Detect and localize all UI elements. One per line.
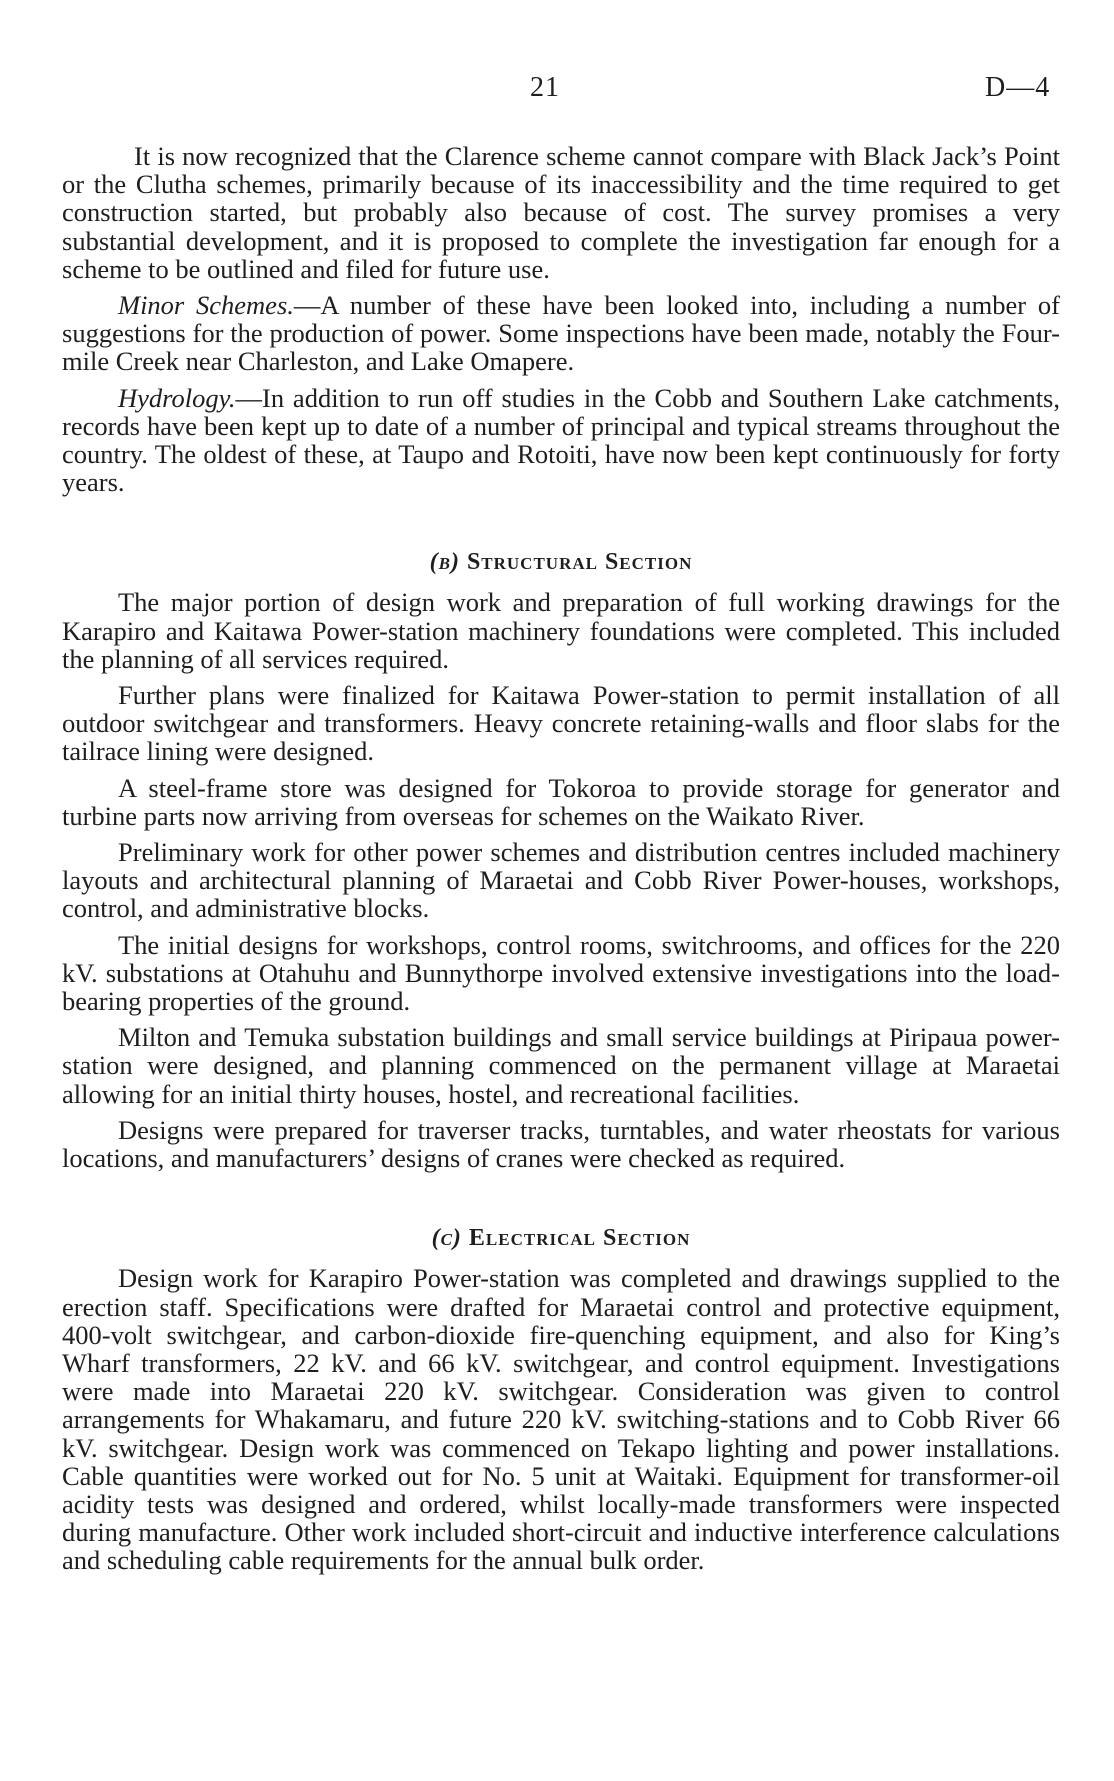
minor-schemes-text: —A number of these have been looked into, including a number of suggestions for the production of power. Some inspections have been made, notably the Four-mile Creek near Charleston, and Lake Omapere.: [62, 290, 1060, 377]
body-text: [62, 142, 1060, 1575]
hydrology-text: —In addition to run off studies in the Cobb and Southern Lake catchments, records have been kept up to date of a number of principal and typical streams throughout the country. The oldest of these, at Taupo and Rotoiti, have now been kept continuously for forty years.: [62, 382, 1060, 498]
section-letter-structural: (b): [429, 549, 460, 576]
run-in-heading-hydrology: Hydrology.: [118, 382, 236, 413]
paragraph-structural-7: Designs were prepared for traverser tracks, turntables, and water rheostats for various locations, and manufacturers’ designs of cranes were checked as required.: [62, 1114, 1060, 1174]
run-in-heading-minor-schemes: Minor Schemes.: [118, 290, 294, 321]
paragraph-structural-2: Further plans were finalized for Kaitawa Power-station to permit installation of all outdoor switchgear and transformers. Heavy concrete retaining-walls and floor slabs for the tailrace lining were designed.: [62, 680, 1060, 767]
section-title-structural: Structural Section: [466, 549, 693, 576]
paragraph-clarence-scheme: It is now recognized that the Clarence scheme cannot compare with Black Jack’s Point or the Clutha schemes, primarily because of its inaccessibility and the time required to get construction started, but probably also because of cost. The survey promises a very substantial development, and it is proposed to complete the investigation far enough for a scheme to be outlined and filed for future use.: [62, 141, 1060, 284]
section-title-electrical: Electrical Section: [468, 1225, 691, 1252]
paragraph-structural-1: The major portion of design work and preparation of full working drawings for the Karapiro and Kaitawa Power-station machinery foundations were completed. This included the planning of all services required.: [62, 587, 1060, 674]
section-heading-structural: [62, 548, 1060, 576]
paragraph-structural-4: Preliminary work for other power schemes and distribution centres included machinery layouts and architectural planning of Maraetai and Cobb River Power-houses, workshops, control, and administrative blocks.: [62, 837, 1060, 924]
section-heading-electrical: [62, 1224, 1060, 1252]
paragraph-structural-3: A steel-frame store was designed for Tokoroa to provide storage for generator and turbine parts now arriving from overseas for schemes on the Waikato River.: [62, 772, 1060, 831]
paragraph-hydrology: [62, 384, 1060, 497]
paragraph-electrical: Design work for Karapiro Power-station was completed and drawings supplied to the erection staff. Specifications were drafted for Maraetai control and protective equipment, 400-volt switchgear, and carbon-dioxide fire-quenching equipment, and also for King’s Wharf transformers, 22 kV. and 66 kV. switchgear, and control equipment. Investigations were made into Maraetai 220 kV. switchgear. Consideration was given to control arrangements for Whakamaru, and future 220 kV. switching-stations and to Cobb River 66 kV. switchgear. Design work was commenced on Tekapo lighting and power installations. Cable quantities were worked out for No. 5 unit at Waitaki. Equipment for transformer-oil acidity tests was designed and ordered, whilst locally-made transformers were inspected during manufacture. Other work included short-circuit and inductive interference calculations and scheduling cable requirements for the annual bulk order.: [62, 1263, 1060, 1576]
section-letter-electrical: (c): [431, 1225, 462, 1252]
paragraph-structural-5: The initial designs for workshops, control rooms, switchrooms, and offices for the 220 kV. substations at Otahuhu and Bunnythorpe involved extensive investigations into the load-bearing properties of the ground.: [62, 929, 1060, 1017]
paragraph-structural-6: Milton and Temuka substation buildings and small service buildings at Piripaua power-station were designed, and planning commenced on the permanent village at Maraetai allowing for an initial thirty houses, hostel, and recreational facilities.: [62, 1022, 1060, 1109]
paragraph-minor-schemes: [62, 291, 1060, 376]
document-reference: D—4: [985, 72, 1051, 103]
page-number: 21: [530, 72, 560, 103]
